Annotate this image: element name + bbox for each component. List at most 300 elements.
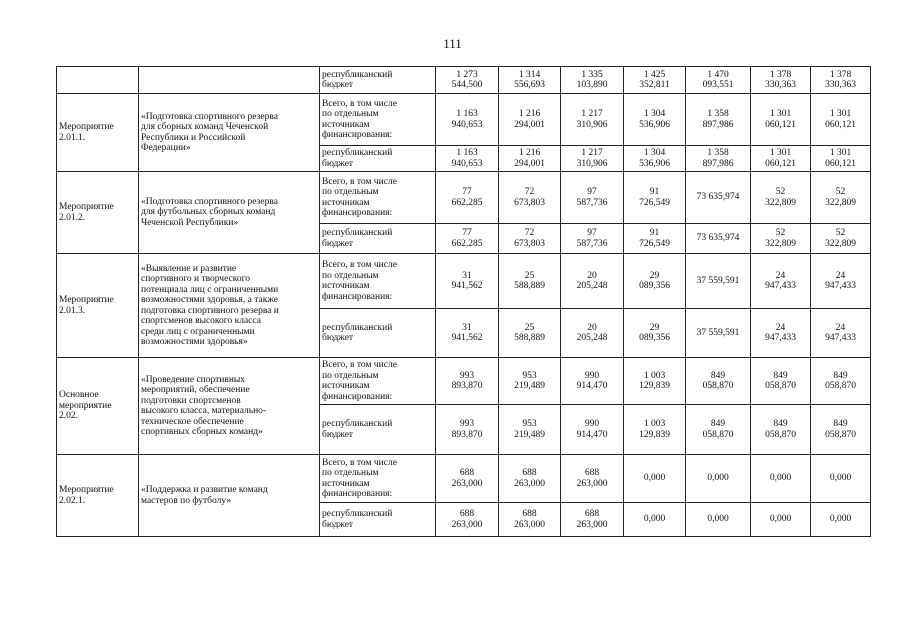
amount-cell-line: 726,549: [639, 238, 670, 249]
amount-cell-line: 322,809: [765, 238, 796, 249]
amount-cell-line: 263,000: [451, 478, 483, 489]
amount-cell-line: 219,489: [514, 381, 545, 391]
amount-cell-line: 1 425: [643, 69, 666, 80]
amount-cell-line: 20: [587, 322, 597, 333]
amount-cell: [436, 146, 499, 172]
funding-source-cell-line: по отдельным: [322, 109, 379, 119]
amount-cell: [624, 67, 686, 94]
amount-cell: [811, 455, 871, 503]
amount-cell: [811, 405, 871, 455]
amount-cell-line: 1 301: [769, 109, 792, 119]
amount-cell: [499, 67, 561, 94]
funding-source-cell-line: финансирования:: [322, 391, 393, 402]
funding-source-cell-line: Всего, в том числе: [322, 457, 397, 468]
amount-cell-line: 544,500: [451, 80, 483, 90]
page-number: 111: [443, 36, 462, 51]
funding-source-cell-line: республиканский: [322, 148, 393, 158]
amount-cell-line: 849: [833, 370, 848, 381]
amount-cell-line: 322,809: [825, 238, 856, 249]
activity-name-cell-line: высокого класса, материально-: [141, 406, 267, 416]
amount-cell-line: 673,803: [514, 238, 545, 249]
amount-cell-line: 24: [775, 322, 786, 333]
amount-cell: [624, 358, 686, 405]
amount-cell-line: 688: [459, 468, 475, 478]
amount-cell-line: 897,986: [702, 119, 734, 130]
table-row: [57, 254, 871, 309]
amount-cell: [686, 358, 751, 405]
amount-cell: [811, 67, 871, 94]
amount-cell-line: 060,121: [825, 158, 856, 169]
amount-cell: [499, 455, 561, 503]
program-code-cell-line: Мероприятие: [59, 122, 114, 132]
amount-cell-line: 914,470: [576, 429, 608, 440]
amount-cell-line: 1 335: [581, 69, 603, 80]
activity-name-cell-line: Республики и Российской: [141, 132, 246, 143]
funding-source-cell-line: финансирования:: [322, 489, 393, 499]
funding-source-cell-line: бюджет: [322, 238, 354, 249]
funding-source-cell: [320, 503, 436, 537]
activity-name-cell-line: среди лиц с ограниченными: [141, 326, 255, 337]
amount-cell: [499, 172, 561, 224]
activity-name-cell-line: «Подготовка спортивного резерва: [141, 111, 278, 122]
amount-cell: [624, 503, 686, 537]
funding-source-cell-line: бюджет: [322, 158, 354, 169]
amount-cell: [751, 172, 811, 224]
amount-cell-line: 0,000: [829, 473, 852, 484]
amount-cell-line: 990: [584, 370, 600, 381]
activity-name-cell-line: для сборных команд Чеченской: [141, 122, 269, 132]
activity-name-cell-line: «Проведение спортивных: [141, 374, 246, 385]
funding-source-cell: [320, 254, 436, 309]
amount-cell-line: 556,693: [514, 80, 545, 90]
amount-cell-line: 1 217: [581, 148, 603, 158]
amount-cell: [436, 405, 499, 455]
amount-cell: [624, 172, 686, 224]
funding-source-cell-line: источникам: [322, 381, 370, 391]
amount-cell: [686, 224, 751, 254]
amount-cell-line: 263,000: [576, 519, 608, 530]
amount-cell-line: 093,551: [702, 80, 734, 90]
program-code-cell: [57, 172, 139, 254]
amount-cell: [436, 254, 499, 309]
amount-cell-line: 947,433: [825, 281, 856, 291]
funding-source-cell-line: источникам: [322, 478, 370, 489]
amount-cell-line: 205,248: [576, 333, 608, 343]
amount-cell-line: 1 304: [643, 109, 666, 119]
amount-cell-line: 25: [524, 322, 535, 333]
amount-cell: [811, 224, 871, 254]
program-code-cell-line: 2.01.2.: [59, 212, 86, 223]
amount-cell: [436, 455, 499, 503]
amount-cell: [436, 67, 499, 94]
amount-cell: [811, 503, 871, 537]
amount-cell-line: 947,433: [765, 281, 796, 291]
budget-table: [56, 66, 871, 537]
amount-cell: [436, 358, 499, 405]
amount-cell: [561, 503, 624, 537]
amount-cell-line: 263,000: [514, 478, 545, 489]
amount-cell-line: 536,906: [639, 158, 670, 169]
amount-cell: [436, 172, 499, 224]
amount-cell-line: 205,248: [576, 281, 608, 291]
amount-cell-line: 941,562: [451, 333, 483, 343]
funding-source-cell-line: финансирования:: [322, 208, 393, 218]
amount-cell-line: 330,363: [825, 80, 856, 90]
amount-cell: [561, 455, 624, 503]
budget-table-body: [57, 67, 871, 537]
funding-source-cell-line: республиканский: [322, 322, 393, 333]
amount-cell: [561, 94, 624, 146]
activity-name-cell-line: для футбольных сборных команд: [141, 207, 276, 218]
amount-cell-line: 1 163: [456, 148, 478, 158]
amount-cell-line: 97: [587, 187, 597, 197]
amount-cell-line: 893,870: [451, 429, 483, 440]
amount-cell: [561, 254, 624, 309]
amount-cell-line: 1 216: [518, 109, 541, 119]
amount-cell-line: 1 304: [643, 148, 666, 158]
amount-cell: [686, 67, 751, 94]
amount-cell-line: 263,000: [514, 519, 545, 530]
amount-cell-line: 993: [459, 419, 475, 429]
amount-cell-line: 1 003: [643, 370, 666, 381]
amount-cell-line: 294,001: [514, 119, 545, 130]
amount-cell-line: 24: [835, 270, 846, 281]
activity-name-cell-line: спортсменов высокого класса: [141, 316, 261, 326]
amount-cell-line: 726,549: [639, 197, 670, 208]
amount-cell: [561, 146, 624, 172]
activity-name-cell: [139, 254, 320, 358]
amount-cell: [624, 146, 686, 172]
amount-cell-line: 29: [649, 322, 660, 333]
amount-cell: [499, 309, 561, 358]
activity-name-cell: [139, 94, 320, 172]
activity-name-cell-line: техническое обеспечение: [141, 416, 244, 427]
table-row: [57, 358, 871, 405]
amount-cell-line: 77: [462, 187, 472, 197]
amount-cell: [499, 358, 561, 405]
funding-source-cell-line: республиканский: [322, 419, 393, 429]
amount-cell-line: 91: [649, 187, 660, 197]
activity-name-cell: [139, 358, 320, 455]
amount-cell-line: 52: [835, 187, 846, 197]
amount-cell-line: 25: [524, 270, 535, 281]
amount-cell-line: 97: [587, 228, 597, 238]
amount-cell-line: 897,986: [702, 158, 734, 169]
amount-cell-line: 849: [833, 419, 848, 429]
amount-cell: [561, 172, 624, 224]
amount-cell: [436, 94, 499, 146]
amount-cell-line: 089,356: [639, 333, 670, 343]
amount-cell: [751, 224, 811, 254]
amount-cell: [686, 405, 751, 455]
amount-cell: [436, 503, 499, 537]
amount-cell: [751, 503, 811, 537]
funding-source-cell-line: республиканский: [322, 228, 393, 238]
amount-cell-line: 993: [459, 370, 475, 381]
amount-cell: [751, 146, 811, 172]
funding-source-cell-line: источникам: [322, 119, 370, 130]
amount-cell-line: 31: [462, 270, 472, 281]
amount-cell-line: 0,000: [707, 473, 729, 484]
activity-name-cell-line: Чеченской Республики»: [141, 217, 239, 228]
activity-name-cell-line: Федерации»: [141, 143, 191, 153]
activity-name-cell-line: возможностями здоровья, а также: [141, 295, 278, 305]
amount-cell-line: 662,285: [451, 238, 483, 249]
funding-source-cell-line: Всего, в том числе: [322, 176, 397, 187]
amount-cell-line: 058,870: [825, 381, 856, 391]
amount-cell-line: 322,809: [825, 197, 856, 208]
activity-name-cell-line: «Выявление и развитие: [141, 263, 237, 274]
amount-cell-line: 536,906: [639, 119, 670, 130]
amount-cell-line: 20: [587, 270, 597, 281]
amount-cell-line: 849: [710, 370, 726, 381]
amount-cell-line: 322,809: [765, 197, 796, 208]
amount-cell-line: 24: [835, 322, 846, 333]
amount-cell-line: 058,870: [825, 429, 856, 440]
amount-cell-line: 060,121: [765, 158, 796, 169]
activity-name-cell-line: мероприятий, обеспечение: [141, 385, 250, 395]
amount-cell: [561, 309, 624, 358]
funding-source-cell-line: финансирования:: [322, 130, 393, 140]
funding-source-cell: [320, 358, 436, 405]
amount-cell: [624, 309, 686, 358]
amount-cell-line: 1 358: [707, 109, 729, 119]
program-code-cell: [57, 358, 139, 455]
amount-cell-line: 1 003: [643, 419, 666, 429]
amount-cell-line: 1 470: [707, 69, 729, 80]
amount-cell-line: 089,356: [639, 281, 670, 291]
activity-name-cell-line: потенциала лиц с ограниченными: [141, 284, 279, 295]
amount-cell-line: 849: [773, 419, 788, 429]
amount-cell: [751, 405, 811, 455]
amount-cell-line: 73 635,974: [696, 192, 740, 203]
program-code-cell-line: 2.02.: [59, 411, 78, 422]
amount-cell: [751, 455, 811, 503]
amount-cell-line: 588,889: [514, 281, 545, 291]
amount-cell: [561, 67, 624, 94]
amount-cell-line: 0,000: [769, 473, 792, 484]
funding-source-cell: [320, 455, 436, 503]
amount-cell: [686, 309, 751, 358]
amount-cell-line: 52: [775, 228, 786, 238]
funding-source-cell-line: Всего, в том числе: [322, 360, 397, 370]
activity-name-cell-line: мастеров по футболу»: [141, 495, 232, 506]
amount-cell-line: 587,736: [576, 238, 608, 249]
amount-cell: [499, 146, 561, 172]
amount-cell-line: 1 358: [707, 148, 729, 158]
amount-cell: [686, 146, 751, 172]
amount-cell: [436, 224, 499, 254]
amount-cell: [686, 172, 751, 224]
amount-cell-line: 849: [710, 419, 726, 429]
program-code-cell-line: Мероприятие: [59, 485, 114, 495]
amount-cell-line: 849: [773, 370, 788, 381]
funding-source-cell-line: бюджет: [322, 333, 354, 343]
amount-cell-line: 1 163: [456, 109, 478, 119]
program-code-cell-line: Мероприятие: [59, 295, 114, 305]
program-code-cell: [57, 254, 139, 358]
amount-cell-line: 1 378: [829, 69, 852, 80]
amount-cell: [561, 358, 624, 405]
amount-cell: [499, 94, 561, 146]
amount-cell: [751, 254, 811, 309]
amount-cell-line: 52: [775, 187, 786, 197]
funding-source-cell-line: по отдельным: [322, 370, 379, 381]
amount-cell-line: 1 217: [581, 109, 603, 119]
activity-name-cell: [139, 172, 320, 254]
table-row: [57, 455, 871, 503]
amount-cell-line: 688: [584, 468, 600, 478]
amount-cell-line: 947,433: [765, 333, 796, 343]
amount-cell-line: 1 314: [518, 69, 541, 80]
amount-cell-line: 058,870: [765, 429, 796, 440]
amount-cell-line: 058,870: [702, 381, 734, 391]
amount-cell: [499, 503, 561, 537]
amount-cell-line: 688: [459, 509, 475, 519]
amount-cell-line: 1 301: [829, 109, 852, 119]
amount-cell-line: 310,906: [576, 119, 608, 130]
funding-source-cell-line: по отдельным: [322, 468, 379, 478]
amount-cell-line: 77: [462, 228, 472, 238]
amount-cell: [686, 94, 751, 146]
amount-cell: [499, 224, 561, 254]
activity-name-cell-line: подготовки спортсменов: [141, 395, 241, 406]
program-code-cell: [57, 455, 139, 537]
amount-cell-line: 940,653: [451, 119, 483, 130]
amount-cell-line: 0,000: [707, 514, 729, 525]
funding-source-cell-line: источникам: [322, 281, 370, 291]
funding-source-cell-line: финансирования:: [322, 291, 393, 302]
amount-cell: [436, 309, 499, 358]
amount-cell-line: 294,001: [514, 158, 545, 169]
amount-cell: [624, 224, 686, 254]
funding-source-cell: [320, 224, 436, 254]
program-code-cell: [57, 94, 139, 172]
program-code-cell-line: 2.01.3.: [59, 305, 86, 316]
amount-cell: [686, 455, 751, 503]
amount-cell-line: 72: [524, 187, 535, 197]
amount-cell-line: 0,000: [643, 514, 666, 525]
amount-cell-line: 72: [524, 228, 535, 238]
funding-source-cell-line: республиканский: [322, 509, 393, 519]
amount-cell: [499, 254, 561, 309]
funding-source-cell-line: Всего, в том числе: [322, 260, 397, 270]
program-code-cell: [57, 67, 139, 94]
amount-cell-line: 688: [584, 509, 600, 519]
funding-source-cell: [320, 146, 436, 172]
amount-cell-line: 058,870: [702, 429, 734, 440]
amount-cell-line: 060,121: [765, 119, 796, 130]
amount-cell-line: 953: [522, 370, 537, 381]
funding-source-cell-line: бюджет: [322, 80, 354, 90]
amount-cell: [499, 405, 561, 455]
funding-source-cell: [320, 309, 436, 358]
amount-cell-line: 129,839: [639, 429, 670, 440]
funding-source-cell-line: республиканский: [322, 69, 393, 80]
amount-cell: [811, 309, 871, 358]
table-row: [57, 67, 871, 94]
amount-cell-line: 0,000: [769, 514, 792, 525]
amount-cell: [751, 94, 811, 146]
table-row: [57, 94, 871, 146]
amount-cell: [751, 67, 811, 94]
amount-cell-line: 947,433: [825, 333, 856, 343]
amount-cell-line: 587,736: [576, 197, 608, 208]
amount-cell: [751, 358, 811, 405]
amount-cell: [561, 405, 624, 455]
amount-cell: [624, 455, 686, 503]
amount-cell-line: 0,000: [643, 473, 666, 484]
funding-source-cell-line: бюджет: [322, 429, 354, 440]
program-code-cell-line: Основное: [59, 390, 99, 401]
funding-source-cell-line: источникам: [322, 197, 370, 208]
activity-name-cell-line: возможностями здоровья»: [141, 337, 248, 347]
table-row: [57, 172, 871, 224]
amount-cell: [811, 146, 871, 172]
funding-source-cell-line: Всего, в том числе: [322, 98, 397, 109]
amount-cell-line: 1 301: [769, 148, 792, 158]
funding-source-cell: [320, 405, 436, 455]
amount-cell: [811, 358, 871, 405]
program-code-cell-line: мероприятие: [59, 400, 112, 411]
funding-source-cell-line: по отдельным: [322, 270, 379, 281]
amount-cell-line: 060,121: [825, 119, 856, 130]
amount-cell: [811, 254, 871, 309]
amount-cell: [811, 94, 871, 146]
amount-cell-line: 263,000: [451, 519, 483, 530]
amount-cell-line: 29: [649, 270, 660, 281]
amount-cell-line: 940,653: [451, 158, 483, 169]
activity-name-cell-line: «Поддержка и развитие команд: [141, 485, 268, 495]
amount-cell-line: 688: [522, 509, 537, 519]
activity-name-cell: [139, 455, 320, 537]
activity-name-cell: [139, 67, 320, 94]
amount-cell: [686, 503, 751, 537]
amount-cell-line: 1 301: [829, 148, 852, 158]
activity-name-cell-line: спортивных сборных команд»: [141, 427, 263, 437]
funding-source-cell-line: бюджет: [322, 519, 354, 530]
amount-cell-line: 219,489: [514, 429, 545, 440]
amount-cell-line: 953: [522, 419, 537, 429]
amount-cell-line: 330,363: [765, 80, 796, 90]
amount-cell-line: 52: [835, 228, 846, 238]
amount-cell-line: 352,811: [639, 80, 670, 90]
amount-cell: [624, 405, 686, 455]
amount-cell-line: 1 273: [456, 69, 478, 80]
program-code-cell-line: 2.01.1.: [59, 132, 86, 143]
amount-cell-line: 103,890: [576, 80, 608, 90]
amount-cell-line: 129,839: [639, 381, 670, 391]
amount-cell-line: 990: [584, 419, 600, 429]
program-code-cell-line: Мероприятие: [59, 202, 114, 212]
amount-cell: [686, 254, 751, 309]
amount-cell-line: 91: [649, 228, 660, 238]
program-code-cell-line: 2.02.1.: [59, 495, 86, 506]
amount-cell-line: 588,889: [514, 333, 545, 343]
amount-cell: [811, 172, 871, 224]
amount-cell-line: 1 216: [518, 148, 541, 158]
amount-cell-line: 688: [522, 468, 537, 478]
amount-cell-line: 31: [462, 322, 472, 333]
funding-source-cell: [320, 94, 436, 146]
funding-source-cell: [320, 172, 436, 224]
amount-cell-line: 73 635,974: [696, 233, 740, 244]
funding-source-cell-line: по отдельным: [322, 187, 379, 197]
funding-source-cell: [320, 67, 436, 94]
amount-cell-line: 310,906: [576, 158, 608, 169]
amount-cell-line: 058,870: [765, 381, 796, 391]
activity-name-cell-line: подготовка спортивного резерва и: [141, 305, 279, 316]
